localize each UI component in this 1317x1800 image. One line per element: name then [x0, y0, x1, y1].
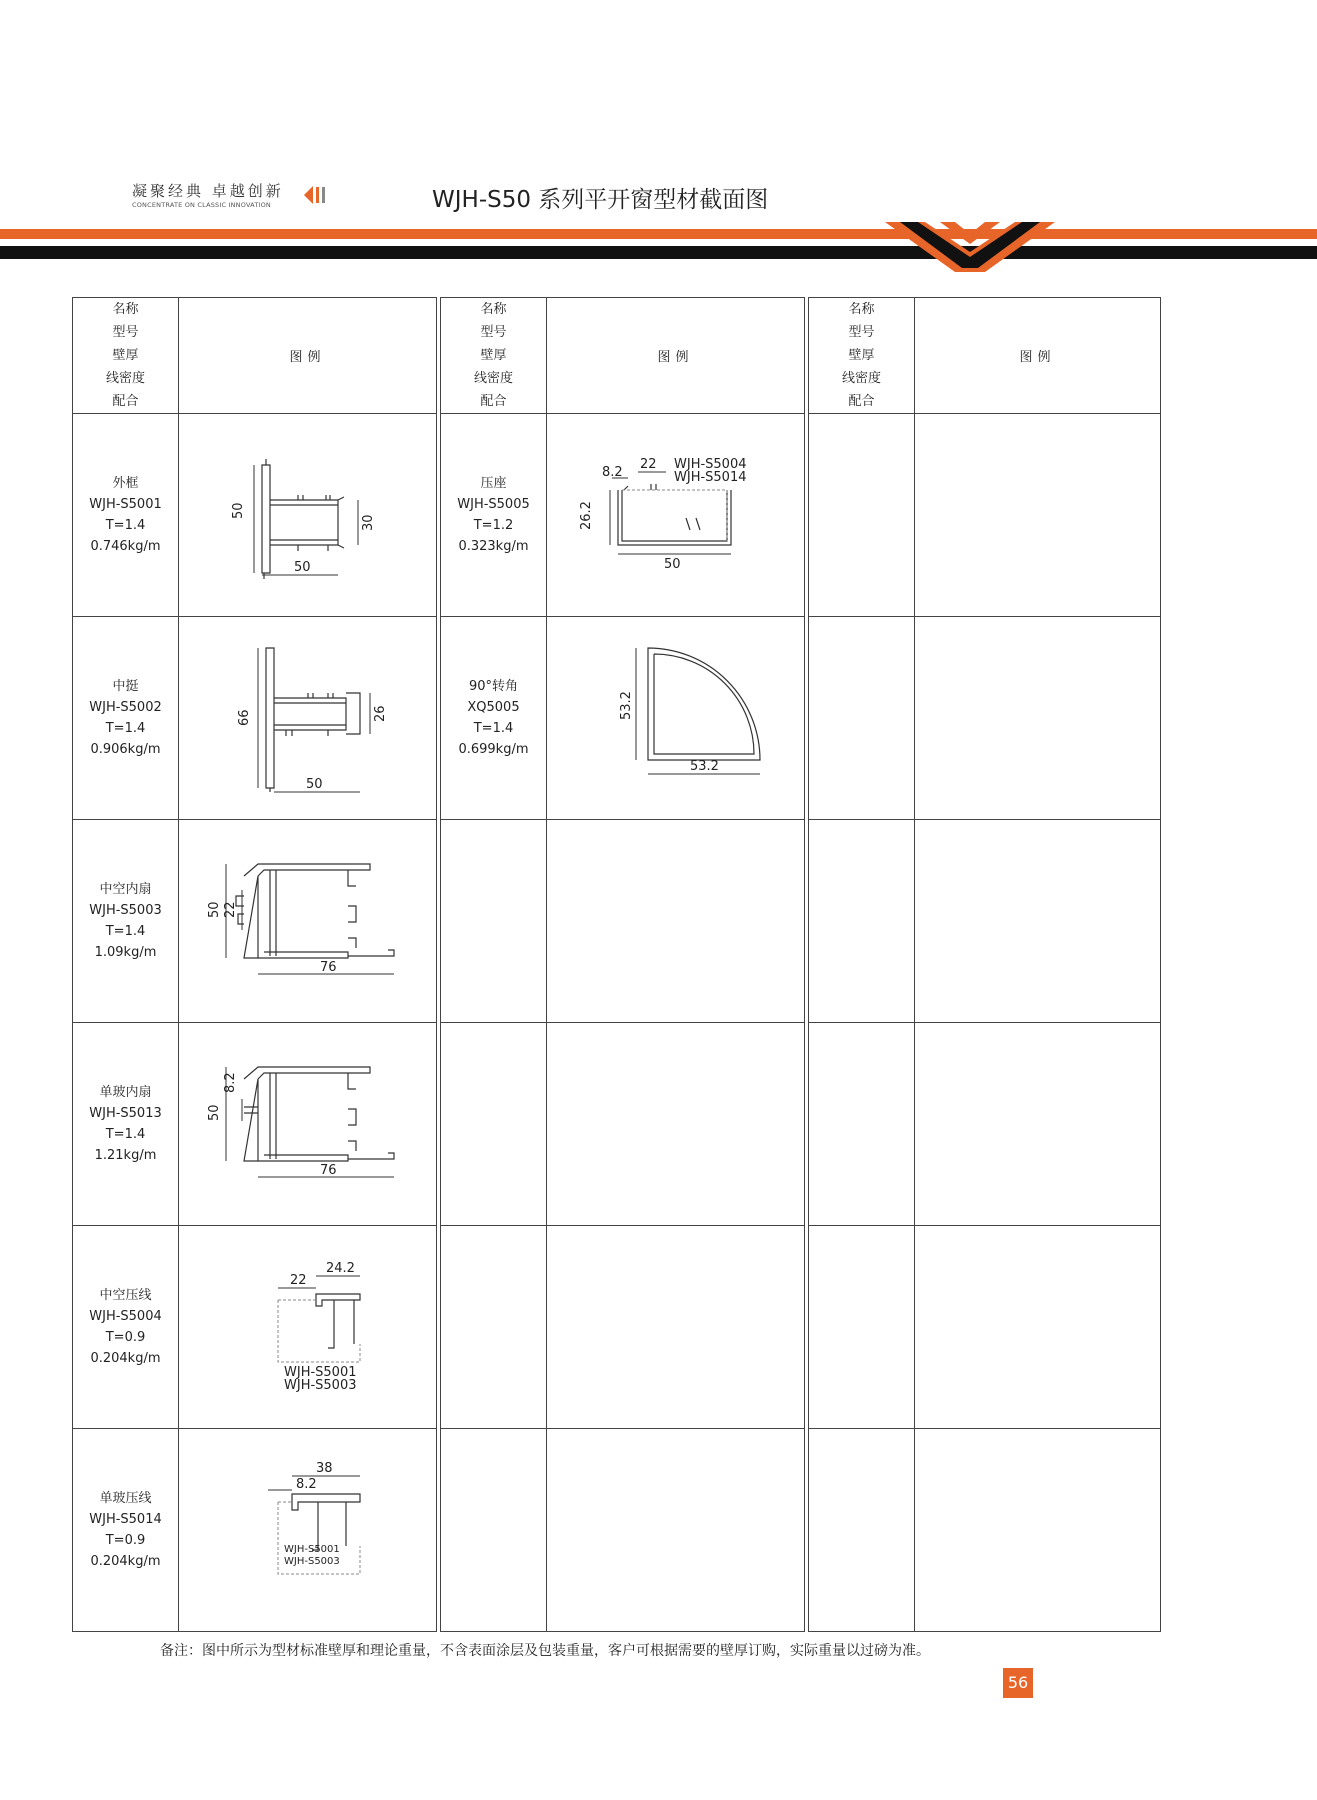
hdr-thickness: 壁厚	[848, 348, 875, 363]
empty-cell	[809, 1226, 915, 1429]
header-illustration: 图例	[547, 298, 805, 414]
dim-label: 8.2	[222, 1072, 238, 1093]
empty-cell	[547, 1429, 805, 1632]
table-row	[73, 414, 1161, 617]
profile-drawing	[576, 638, 776, 798]
header-illustration: 图例	[915, 298, 1161, 414]
empty-cell	[441, 1023, 547, 1226]
dim-label: 50	[206, 901, 222, 918]
profile-drawing	[208, 638, 408, 798]
profile-density: 0.323kg/m	[458, 539, 529, 554]
profile-density: 0.699kg/m	[458, 742, 529, 757]
profile-density: 1.09kg/m	[94, 945, 157, 960]
hdr-thickness: 壁厚	[480, 348, 507, 363]
dim-label: 38	[315, 1461, 333, 1476]
profile-density: 0.746kg/m	[90, 539, 161, 554]
table-row	[73, 1023, 1161, 1226]
header-band	[0, 212, 1317, 272]
profile-thickness: T=0.9	[105, 1330, 146, 1345]
profile-name: 90°转角	[468, 679, 519, 694]
ref-label: WJH-S5004	[673, 457, 746, 472]
dim-label: 50	[230, 502, 246, 519]
dim-label: 66	[236, 709, 252, 726]
profile-density: 0.204kg/m	[90, 1554, 161, 1569]
empty-cell	[441, 1429, 547, 1632]
header-name-cell	[73, 298, 179, 414]
profile-drawing-cell	[179, 1023, 437, 1226]
profile-thickness: T=1.4	[473, 721, 514, 736]
header-row	[73, 298, 1161, 414]
profile-drawing	[208, 1450, 408, 1610]
empty-cell	[915, 414, 1161, 617]
profile-drawing	[208, 445, 408, 585]
empty-cell	[809, 820, 915, 1023]
empty-cell	[809, 414, 915, 617]
arrow-mark-icon	[303, 185, 333, 205]
hdr-fit: 配合	[480, 394, 507, 409]
hdr-name: 名称	[848, 302, 875, 317]
dim-label: 53.2	[618, 691, 634, 720]
profile-model: WJH-S5013	[89, 1106, 162, 1121]
profile-drawing	[198, 1049, 418, 1199]
profile-drawing-cell	[179, 1429, 437, 1632]
header-name-cell	[441, 298, 547, 414]
profile-info	[73, 1226, 179, 1429]
dim-label: 30	[360, 514, 376, 531]
empty-cell	[915, 617, 1161, 820]
profile-info	[73, 414, 179, 617]
table-row	[73, 820, 1161, 1023]
profile-name: 外框	[112, 476, 139, 491]
dim-label: 76	[319, 1163, 337, 1178]
profile-drawing	[198, 846, 418, 996]
dim-label: 26.2	[578, 501, 594, 530]
dim-label: 22	[639, 457, 657, 472]
empty-cell	[915, 820, 1161, 1023]
dim-label: 50	[206, 1104, 222, 1121]
dim-label: 50	[663, 557, 681, 572]
profile-model: WJH-S5004	[89, 1309, 162, 1324]
profile-name: 中挺	[112, 679, 139, 694]
empty-cell	[441, 1226, 547, 1429]
hdr-name: 名称	[112, 302, 139, 317]
dim-label: 24.2	[325, 1261, 355, 1276]
ref-label: WJH-S5003	[283, 1556, 340, 1567]
profile-model: XQ5005	[467, 700, 520, 715]
hdr-name: 名称	[480, 302, 507, 317]
profile-info	[73, 617, 179, 820]
profile-thickness: T=1.2	[473, 518, 514, 533]
table-row	[73, 1226, 1161, 1429]
table-row	[73, 1429, 1161, 1632]
profile-table	[72, 297, 1161, 1632]
profile-density: 1.21kg/m	[94, 1148, 157, 1163]
dim-label: 22	[289, 1273, 307, 1288]
profile-drawing-cell	[547, 617, 805, 820]
hdr-density: 线密度	[841, 371, 881, 386]
dim-label: 8.2	[601, 465, 623, 480]
profile-name: 压座	[480, 476, 507, 491]
dim-label: 53.2	[689, 759, 719, 774]
profile-name: 单玻内扇	[99, 1085, 152, 1100]
profile-drawing-cell	[179, 820, 437, 1023]
profile-name: 中空内扇	[99, 882, 152, 897]
ref-label: WJH-S5003	[283, 1378, 356, 1393]
ref-label: WJH-S5001	[283, 1544, 340, 1555]
profile-model: WJH-S5001	[89, 497, 162, 512]
hdr-fit: 配合	[112, 394, 139, 409]
profile-drawing	[566, 450, 786, 580]
empty-cell	[915, 1023, 1161, 1226]
table-row	[73, 617, 1161, 820]
empty-cell	[809, 1429, 915, 1632]
profile-drawing-cell	[179, 617, 437, 820]
ref-label: WJH-S5014	[673, 470, 746, 485]
profile-drawing	[208, 1252, 408, 1402]
hdr-thickness: 壁厚	[112, 348, 139, 363]
profile-model: WJH-S5005	[457, 497, 530, 512]
profile-info	[441, 617, 547, 820]
footnote: 备注：图中所示为型材标准壁厚和理论重量，不含表面涂层及包装重量，客户可根据需要的壁厚订购，实际重量以过磅为准。	[160, 1643, 930, 1659]
header-illustration: 图例	[179, 298, 437, 414]
hdr-model: 型号	[848, 325, 875, 340]
empty-cell	[547, 1226, 805, 1429]
empty-cell	[547, 1023, 805, 1226]
profile-info	[73, 820, 179, 1023]
profile-thickness: T=0.9	[105, 1533, 146, 1548]
empty-cell	[809, 617, 915, 820]
profile-model: WJH-S5002	[89, 700, 162, 715]
profile-thickness: T=1.4	[105, 924, 146, 939]
profile-info	[73, 1429, 179, 1632]
profile-name: 单玻压线	[99, 1491, 152, 1506]
profile-thickness: T=1.4	[105, 721, 146, 736]
dim-label: 8.2	[295, 1477, 317, 1492]
dim-label: 50	[305, 777, 323, 792]
page-number: 56	[1003, 1668, 1033, 1698]
profile-info	[73, 1023, 179, 1226]
empty-cell	[915, 1226, 1161, 1429]
page-title: WJH-S50 系列平开窗型材截面图	[432, 187, 769, 213]
ref-label: WJH-S5001	[283, 1365, 356, 1380]
hdr-model: 型号	[480, 325, 507, 340]
empty-cell	[809, 1023, 915, 1226]
hdr-density: 线密度	[473, 371, 513, 386]
profile-model: WJH-S5003	[89, 903, 162, 918]
profile-info	[441, 414, 547, 617]
profile-thickness: T=1.4	[105, 1127, 146, 1142]
profile-drawing-cell	[547, 414, 805, 617]
dim-label: 26	[372, 705, 388, 722]
empty-cell	[441, 820, 547, 1023]
dim-label: 76	[319, 960, 337, 975]
header-name-cell	[809, 298, 915, 414]
profile-name: 中空压线	[99, 1288, 152, 1303]
dim-label: 50	[293, 560, 311, 575]
dim-label: 22	[222, 901, 238, 918]
profile-density: 0.906kg/m	[90, 742, 161, 757]
profile-thickness: T=1.4	[105, 518, 146, 533]
empty-cell	[915, 1429, 1161, 1632]
hdr-fit: 配合	[848, 394, 875, 409]
profile-model: WJH-S5014	[89, 1512, 162, 1527]
profile-density: 0.204kg/m	[90, 1351, 161, 1366]
hdr-density: 线密度	[105, 371, 145, 386]
profile-drawing-cell	[179, 1226, 437, 1429]
empty-cell	[547, 820, 805, 1023]
slogan-cn: 凝聚经典 卓越创新	[132, 182, 284, 200]
hdr-model: 型号	[112, 325, 139, 340]
profile-drawing-cell	[179, 414, 437, 617]
slogan-en: CONCENTRATE ON CLASSIC INNOVATION	[132, 201, 271, 209]
